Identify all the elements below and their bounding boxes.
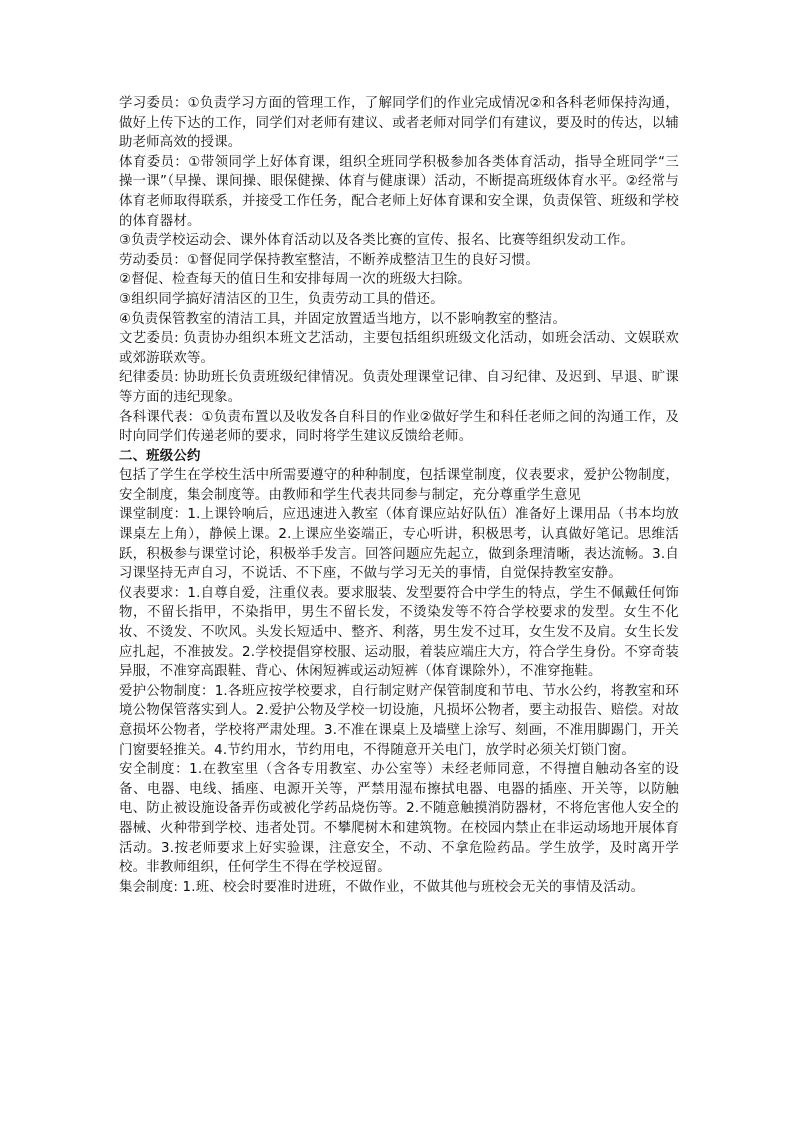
paragraph-subject-representatives: 各科课代表：①负责布置以及收发各自科目的作业②做好学生和科任老师之间的沟通工作，及时向同学们传递老师的要求，同时将学生建议反馈给老师。: [119, 409, 679, 445]
paragraph-discipline-committee: 纪律委员: 协助班长负责班级纪律情况。负责处理课堂记律、自习纪律、及迟到、早退、旷课等方面的违纪现象。: [119, 370, 679, 405]
paragraph-assembly-rules: 集会制度: 1.班、校会时要准时进班，不做作业，不做其他与班校会无关的事情及活动。: [119, 879, 645, 895]
paragraph-classroom-rules: 课堂制度：1.上课铃响后，应迅速进入教室（体育课应站好队伍）准备好上课用品（书本均放课桌左上角），静候上课。2.上课应坐姿端正，专心听讲，积极思考，认真做好笔记。思维活跃，积极参与课堂讨论，积极举手发言。回答问题应先起立，做到条理清晰，表达流畅。3.自习课坚持无声自习，不说话、不下座，不做与学习无关的事情，自觉保持教室安静。: [119, 507, 679, 582]
paragraph-study-committee: 学习委员：①负责学习方面的管理工作，了解同学们的作业完成情况②和各科老师保持沟通，做好上传下达的工作，同学们对老师有建议、或者老师对同学们有建议，要及时的传达，以辅助老师高效的授课。: [119, 96, 679, 151]
paragraph-labor-committee-2: ②督促、检查每天的值日生和安排每周一次的班级大扫除。: [119, 272, 471, 288]
paragraph-sports-committee-3: ③负责学校运动会、课外体育活动以及各类比赛的宣传、报名、比赛等组织发动工作。: [119, 233, 635, 249]
paragraph-sports-committee: 体育委员：①带领同学上好体育课，组织全班同学积极参加各类体育活动，指导全班同学“三操一课”（早操、课间操、眼保健操、体育与健康课）活动，不断提高班级体育水平。②经常与体育老师取得联系，并接受工作任务，配合老师上好体育课和安全课，负责保管、班级和学校的体育器材。: [119, 154, 679, 229]
paragraph-arts-committee: 文艺委员: 负责协办组织本班文艺活动，主要包括组织班级文化活动，如班会活动、文娱联欢或郊游联欢等。: [119, 331, 679, 366]
paragraph-safety-rules: 安全制度：1.在教室里（含各专用教室、办公室等）未经老师同意，不得擅自触动各室的设备、电器、电线、插座、电源开关等，严禁用湿布擦拭电器、电器的插座、开关等，以防触电、防止被设施设备弄伤或被化学药品烧伤等。2.不随意触摸消防器材，不将危害他人安全的器械、火种带到学校、违者处罚。不攀爬树木和建筑物。在校园内禁止在非运动场地开展体育活动。3.按老师要求上好实验课，注意安全，不动、不拿危险药品。学生放学，及时离开学校。非教师组织，任何学生不得在学校逗留。: [119, 762, 679, 876]
document-body: [119, 94, 679, 897]
paragraph-property-rules: 爱护公物制度：1.各班应按学校要求，自行制定财产保管制度和节电、节水公约，将教室和环境公物保管落实到人。2.爱护公物及学校一切设施，凡损坏公物者，要主动报告、赔偿。对故意损坏公物者，学校将严肃处理。3.不准在课桌上及墙壁上涂写、刻画，不准用脚踢门，开关门窗要轻推关。4.节约用水，节约用电，不得随意开关电门，放学时必须关灯锁门窗。: [119, 683, 679, 758]
paragraph-labor-committee-4: ④负责保管教室的清洁工具，并固定放置适当地方，以不影响教室的整洁。: [119, 311, 567, 327]
section-heading: 二、班级公约: [119, 448, 201, 464]
paragraph-appearance-rules: 仪表要求：1.自尊自爱，注重仪表。要求服装、发型要符合中学生的特点，学生不佩戴任何饰物，不留长指甲，不染指甲，男生不留长发，不烫染发等不符合学校要求的发型。女生不化妆、不烫发、不吹风。头发长短适中、整齐、利落，男生发不过耳，女生发不及肩。女生长发应扎起，不准披发。2.学校提倡穿校服、运动服，着装应端庄大方，符合学生身份。不穿奇装异服，不准穿高跟鞋、背心、休闲短裤或运动短裤（体育课除外），不准穿拖鞋。: [119, 585, 679, 680]
paragraph-convention-intro: 包括了学生在学校生活中所需要遵守的种种制度，包括课堂制度，仪表要求，爱护公物制度，安全制度，集会制度等。由教师和学生代表共同参与制定，充分尊重学生意见: [119, 468, 679, 503]
paragraph-labor-committee-3: ③组织同学搞好清洁区的卫生，负责劳动工具的借还。: [119, 291, 444, 307]
paragraph-labor-committee: 劳动委员：①督促同学保持教室整洁，不断养成整洁卫生的良好习惯。: [119, 252, 539, 268]
